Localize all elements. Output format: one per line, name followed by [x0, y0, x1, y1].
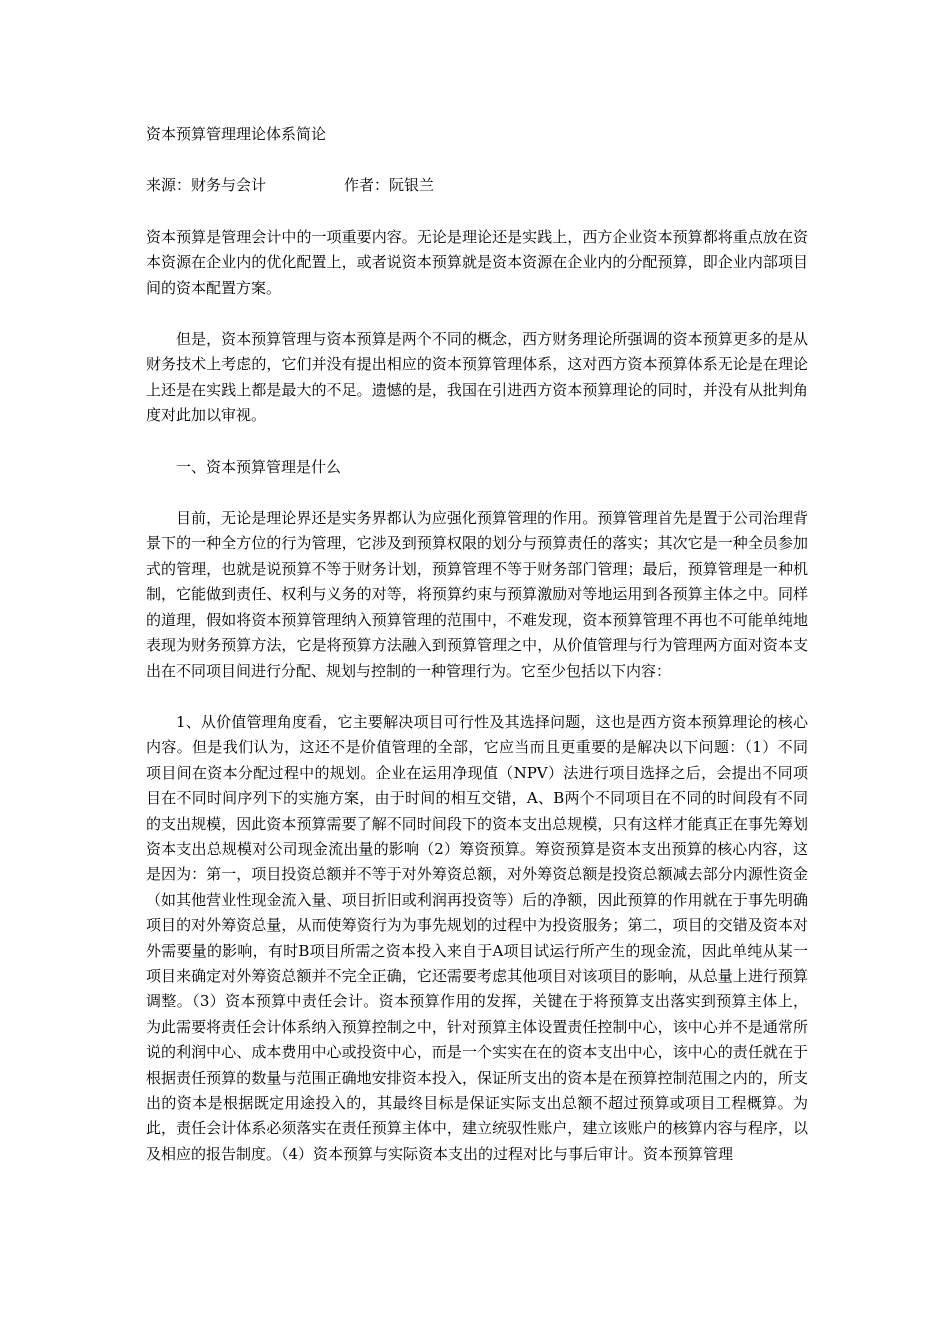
- source-label: 来源：财务与会计: [146, 176, 267, 195]
- section-paragraph-1: 目前，无论是理论界还是实务界都认为应强化预算管理的作用。预算管理首先是置于公司治理背景下的一种全方位的行为管理，它涉及到预算权限的划分与预算责任的落实；其次它是一种全员参加式的管理，也就是说预算不等于财务计划，预算管理不等于财务部门管理；最后，预算管理是一种机制，它能做到责任、权利与义务的对等，将预算约束与预算激励对等地运用到各预算主体之中。同样的道理，假如将资本预算管理纳入预算管理的范围中，不难发现，资本预算管理不再也不可能单纯地表现为财务预算方法，它是将预算方法融入到预算管理之中，从价值管理与行为管理两方面对资本支出在不同项目间进行分配、规划与控制的一种管理行为。它至少包括以下内容：: [146, 509, 808, 680]
- source-author-line: [146, 173, 808, 198]
- section-paragraph-2: 1、从价值管理角度看，它主要解决项目可行性及其选择问题，这也是西方资本预算理论的核心内容。但是我们认为，这还不是价值管理的全部，它应当而且更重要的是解决以下问题：（1）不同项目间在资本分配过程中的规划。企业在运用净现值（NPV）法进行项目选择之后，会提出不同项目在不同时间序列下的实施方案，由于时间的相互交错，A、B两个不同项目在不同的时间段有不同的支出规模，因此资本预算需要了解不同时间段下的资本支出总规模，只有这样才能真正在事先筹划资本支出总规模对公司现金流出量的影响（2）筹资预算。筹资预算是资本支出预算的核心内容，这是因为：第一，项目投资总额并不等于对外筹资总额，对外筹资总额是投资总额减去部分内源性资金（如其他营业性现金流入量、项目折旧或利润再投资等）后的净额，因此预算的作用就在于事先明确项目的对外筹资总量，从而使筹资行为为事先规划的过程中为投资服务；第二，项目的交错及资本对外需要量的影响，有时B项目所需之资本投入来自于A项目试运行所产生的现金流，因此单纯从某一项目来确定对外筹资总额并不完全正确，它还需要考虑其他项目对该项目的影响，从总量上进行预算调整。（3）资本预算中责任会计。资本预算作用的发挥，关键在于将预算支出落实到预算主体上，为此需要将责任会计体系纳入预算控制之中，针对预算主体设置责任控制中心，该中心并不是通常所说的利润中心、成本费用中心或投资中心，而是一个实实在在的资本支出中心，该中心的责任就在于根据责任预算的数量与范围正确地安排资本投入，保证所支出的资本是在预算控制范围之内的，所支出的资本是根据既定用途投入的，其最终目标是保证实际支出总额不超过预算或项目工程概算。为此，责任会计体系必须落实在责任预算主体中，建立统驭性账户，建立该账户的核算内容与程序，以及相应的报告制度。（4）资本预算与实际资本支出的过程对比与事后审计。资本预算管理: [146, 712, 808, 1163]
- author-label: 作者：阮银兰: [344, 176, 435, 195]
- document-page: [146, 118, 808, 1167]
- document-title: 资本预算管理理论体系简论: [146, 125, 327, 143]
- intro-paragraph: 资本预算是管理会计中的一项重要内容。无论是理论还是实践上，西方企业资本预算都将重点放在资本资源在企业内的优化配置上，或者说资本预算就是资本资源在企业内的分配预算，即企业内部项目间的资本配置方案。: [146, 227, 808, 297]
- section-heading: 一、资本预算管理是什么: [176, 457, 342, 476]
- second-paragraph: 但是，资本预算管理与资本预算是两个不同的概念，西方财务理论所强调的资本预算更多的是从财务技术上考虑的，它们并没有提出相应的资本预算管理体系，这对西方资本预算体系无论是在理论上还是在实践上都是最大的不足。遗憾的是，我国在引进西方资本预算理论的同时，并没有从批判角度对此加以审视。: [146, 330, 808, 425]
